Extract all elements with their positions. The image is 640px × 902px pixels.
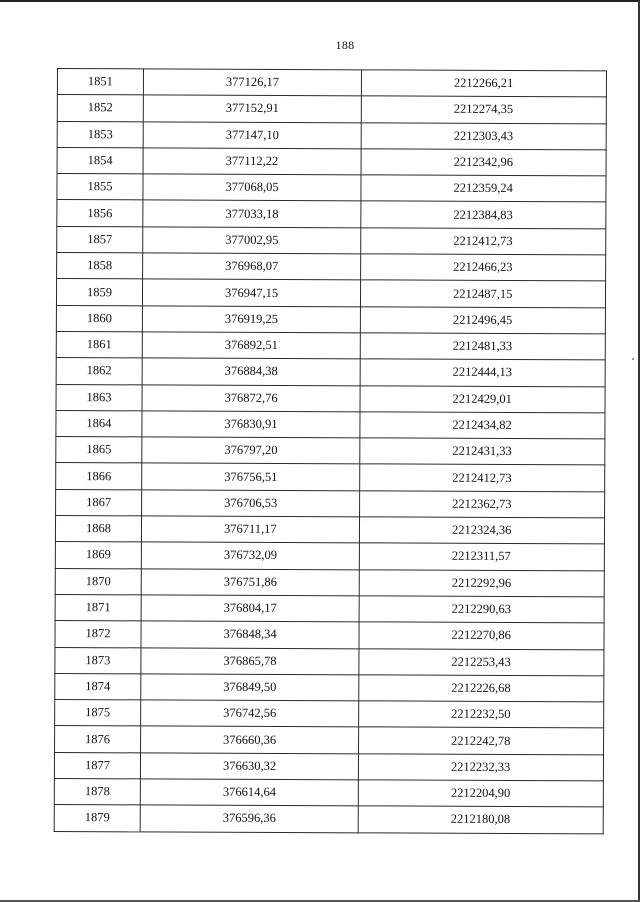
x-coordinate-cell: 376892,51 bbox=[142, 332, 360, 359]
point-number-cell: 1852 bbox=[57, 95, 143, 122]
coordinates-table bbox=[54, 68, 607, 834]
y-coordinate-cell: 2212311,57 bbox=[359, 543, 604, 570]
y-coordinate-cell: 2212274,35 bbox=[361, 96, 606, 123]
table-row bbox=[56, 463, 605, 492]
table-row bbox=[57, 253, 606, 282]
table-row bbox=[55, 700, 604, 729]
table-row bbox=[57, 95, 606, 124]
y-coordinate-cell: 2212429,01 bbox=[360, 385, 605, 412]
table-row bbox=[56, 358, 605, 387]
x-coordinate-cell: 376848,34 bbox=[141, 621, 359, 648]
y-coordinate-cell: 2212232,50 bbox=[359, 701, 604, 728]
x-coordinate-cell: 377033,18 bbox=[143, 200, 361, 227]
y-coordinate-cell: 2212324,36 bbox=[359, 517, 604, 544]
table-row bbox=[55, 594, 604, 623]
y-coordinate-cell: 2212226,68 bbox=[359, 675, 604, 702]
page-number: 188 bbox=[335, 38, 355, 52]
y-coordinate-cell: 2212496,45 bbox=[360, 306, 605, 333]
x-coordinate-cell: 376830,91 bbox=[142, 411, 360, 438]
point-number-cell: 1875 bbox=[55, 700, 141, 727]
y-coordinate-cell: 2212412,73 bbox=[360, 464, 605, 491]
y-coordinate-cell: 2212290,63 bbox=[359, 596, 604, 623]
y-coordinate-cell: 2212292,96 bbox=[359, 569, 604, 596]
y-coordinate-cell: 2212180,08 bbox=[358, 806, 603, 833]
table-row bbox=[57, 69, 606, 98]
point-number-cell: 1860 bbox=[56, 305, 142, 332]
point-number-cell: 1864 bbox=[56, 410, 142, 437]
point-number-cell: 1867 bbox=[56, 489, 142, 516]
point-number-cell: 1868 bbox=[55, 516, 141, 543]
table-row bbox=[56, 384, 605, 413]
x-coordinate-cell: 376630,32 bbox=[140, 753, 358, 780]
y-coordinate-cell: 2212204,90 bbox=[358, 780, 603, 807]
y-coordinate-cell: 2212444,13 bbox=[360, 359, 605, 386]
table-row bbox=[56, 279, 605, 308]
x-coordinate-cell: 376706,53 bbox=[142, 490, 360, 517]
table-row bbox=[57, 226, 606, 255]
point-number-cell: 1854 bbox=[57, 147, 143, 174]
x-coordinate-cell: 377112,22 bbox=[143, 148, 361, 175]
table-row bbox=[56, 410, 605, 439]
point-number-cell: 1859 bbox=[56, 279, 142, 306]
point-number-cell: 1866 bbox=[56, 463, 142, 490]
table-row bbox=[55, 516, 604, 545]
table-row bbox=[57, 200, 606, 229]
point-number-cell: 1856 bbox=[57, 200, 143, 227]
x-coordinate-cell: 377002,95 bbox=[143, 227, 361, 254]
y-coordinate-cell: 2212242,78 bbox=[359, 727, 604, 754]
x-coordinate-cell: 376947,15 bbox=[142, 279, 360, 306]
table-row bbox=[54, 752, 603, 781]
coordinates-table-body bbox=[54, 69, 606, 834]
point-number-cell: 1879 bbox=[54, 805, 140, 832]
point-number-cell: 1858 bbox=[57, 253, 143, 280]
point-number-cell: 1871 bbox=[55, 594, 141, 621]
x-coordinate-cell: 376849,50 bbox=[141, 674, 359, 701]
x-coordinate-cell: 376614,64 bbox=[140, 779, 358, 806]
y-coordinate-cell: 2212466,23 bbox=[361, 254, 606, 281]
y-coordinate-cell: 2212384,83 bbox=[361, 201, 606, 228]
x-coordinate-cell: 376756,51 bbox=[142, 463, 360, 490]
x-coordinate-cell: 377152,91 bbox=[143, 95, 361, 122]
x-coordinate-cell: 376751,86 bbox=[141, 569, 359, 596]
x-coordinate-cell: 376797,20 bbox=[142, 437, 360, 464]
point-number-cell: 1869 bbox=[55, 542, 141, 569]
table-row bbox=[55, 568, 604, 597]
point-number-cell: 1855 bbox=[57, 174, 143, 201]
table-row bbox=[56, 437, 605, 466]
point-number-cell: 1870 bbox=[55, 568, 141, 595]
y-coordinate-cell: 2212481,33 bbox=[360, 333, 605, 360]
table-row bbox=[55, 542, 604, 571]
point-number-cell: 1853 bbox=[57, 121, 143, 148]
x-coordinate-cell: 376968,07 bbox=[143, 253, 361, 280]
y-coordinate-cell: 2212303,43 bbox=[361, 122, 606, 149]
point-number-cell: 1877 bbox=[54, 752, 140, 779]
x-coordinate-cell: 376742,56 bbox=[141, 700, 359, 727]
point-number-cell: 1863 bbox=[56, 384, 142, 411]
y-coordinate-cell: 2212431,33 bbox=[360, 438, 605, 465]
table-row bbox=[55, 647, 604, 676]
table-row bbox=[56, 305, 605, 334]
point-number-cell: 1861 bbox=[56, 331, 142, 358]
point-number-cell: 1872 bbox=[55, 621, 141, 648]
x-coordinate-cell: 376865,78 bbox=[141, 647, 359, 674]
scan-speck bbox=[632, 358, 634, 360]
x-coordinate-cell: 377068,05 bbox=[143, 174, 361, 201]
table-row bbox=[56, 331, 605, 360]
table-row bbox=[56, 489, 605, 518]
y-coordinate-cell: 2212253,43 bbox=[359, 648, 604, 675]
point-number-cell: 1851 bbox=[57, 69, 143, 96]
point-number-cell: 1865 bbox=[56, 437, 142, 464]
page-top-edge bbox=[0, 0, 640, 2]
table-row bbox=[54, 779, 603, 808]
x-coordinate-cell: 376919,25 bbox=[142, 306, 360, 333]
y-coordinate-cell: 2212362,73 bbox=[360, 491, 605, 518]
point-number-cell: 1878 bbox=[54, 779, 140, 806]
x-coordinate-cell: 376732,09 bbox=[141, 542, 359, 569]
point-number-cell: 1873 bbox=[55, 647, 141, 674]
table-row bbox=[57, 147, 606, 176]
x-coordinate-cell: 376884,38 bbox=[142, 358, 360, 385]
x-coordinate-cell: 377126,17 bbox=[143, 69, 361, 96]
x-coordinate-cell: 376872,76 bbox=[142, 384, 360, 411]
x-coordinate-cell: 376711,17 bbox=[141, 516, 359, 543]
point-number-cell: 1876 bbox=[55, 726, 141, 753]
table-row bbox=[57, 174, 606, 203]
point-number-cell: 1857 bbox=[57, 226, 143, 253]
table-row bbox=[54, 805, 603, 834]
table-row bbox=[57, 121, 606, 150]
y-coordinate-cell: 2212434,82 bbox=[360, 412, 605, 439]
y-coordinate-cell: 2212342,96 bbox=[361, 149, 606, 176]
table-row bbox=[55, 673, 604, 702]
x-coordinate-cell: 376804,17 bbox=[141, 595, 359, 622]
y-coordinate-cell: 2212412,73 bbox=[361, 228, 606, 255]
y-coordinate-cell: 2212270,86 bbox=[359, 622, 604, 649]
table-row bbox=[55, 621, 604, 650]
y-coordinate-cell: 2212232,33 bbox=[358, 754, 603, 781]
y-coordinate-cell: 2212266,21 bbox=[361, 70, 606, 97]
x-coordinate-cell: 376596,36 bbox=[140, 805, 358, 832]
point-number-cell: 1874 bbox=[55, 673, 141, 700]
x-coordinate-cell: 377147,10 bbox=[143, 121, 361, 148]
table-row bbox=[55, 726, 604, 755]
y-coordinate-cell: 2212487,15 bbox=[360, 280, 605, 307]
x-coordinate-cell: 376660,36 bbox=[141, 726, 359, 753]
point-number-cell: 1862 bbox=[56, 358, 142, 385]
y-coordinate-cell: 2212359,24 bbox=[361, 175, 606, 202]
